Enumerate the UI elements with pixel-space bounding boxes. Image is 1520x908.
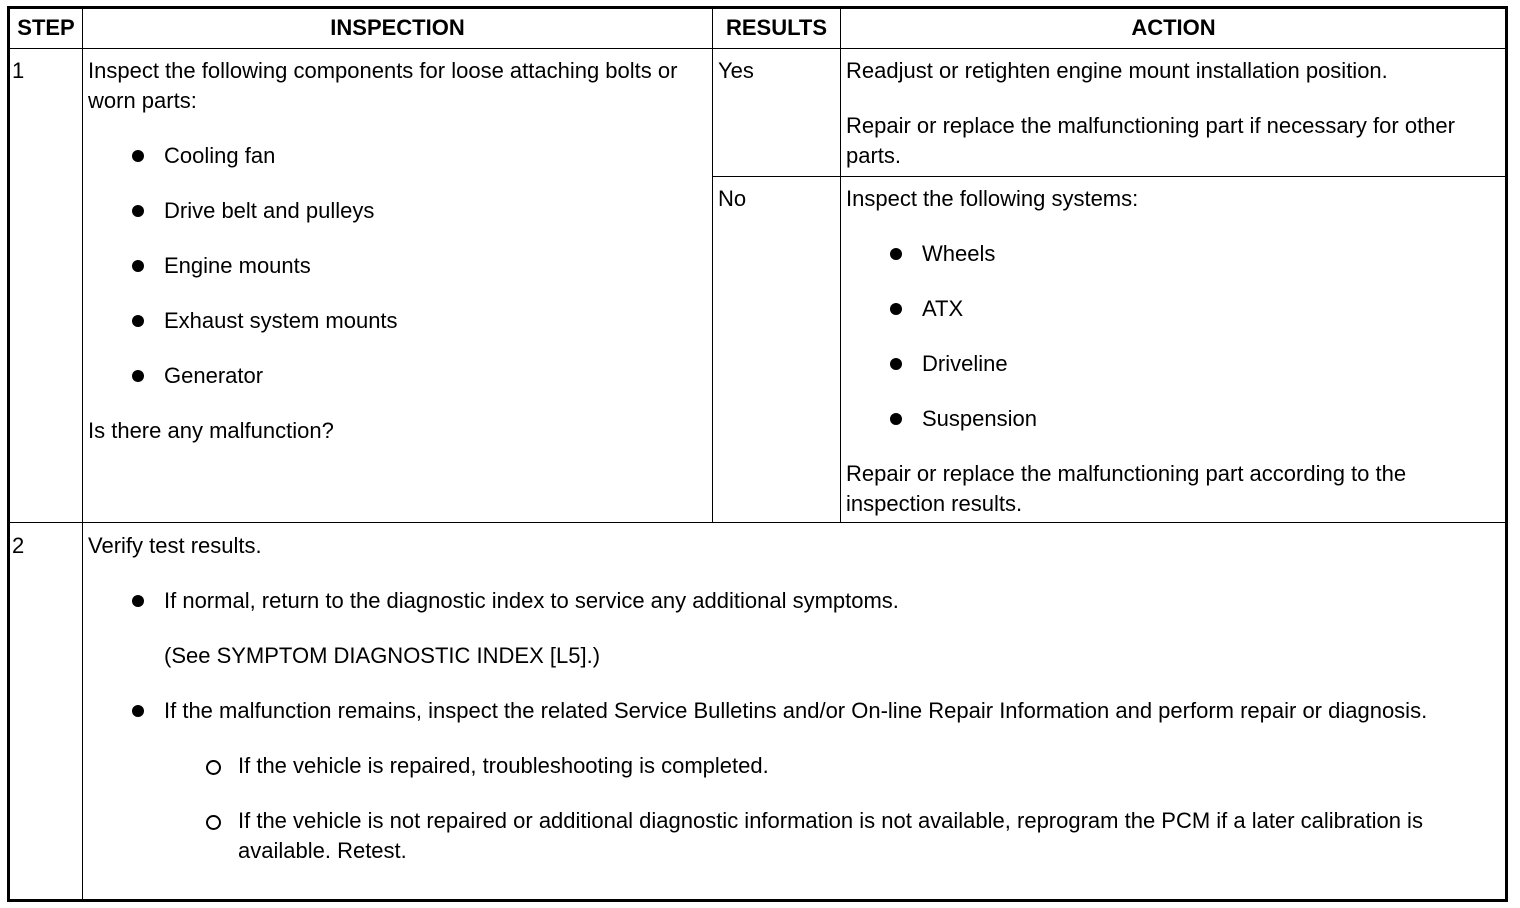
list-item: Suspension <box>846 404 1496 434</box>
list-item: If the malfunction remains, inspect the related Service Bulletins and/or On-line Repair Information and perform repair or diagnosis. <box>88 696 1468 726</box>
action-text: Repair or replace the malfunctioning part according to the inspection results. <box>846 461 1407 516</box>
list-item: Exhaust system mounts <box>88 306 698 336</box>
action-text: Repair or replace the malfunctioning part if necessary for other parts. <box>846 113 1455 168</box>
divider <box>82 8 83 900</box>
inspection-question: Is there any malfunction? <box>88 418 334 443</box>
action-text: Readjust or retighten engine mount installation position. <box>846 58 1388 83</box>
sub-list-item: If the vehicle is not repaired or additional diagnostic information is not available, reprogram the PCM if a later calibration is available. Retest. <box>88 806 1468 866</box>
sub-list-item: If the vehicle is repaired, troubleshooting is completed. <box>88 751 1468 781</box>
list-item: If normal, return to the diagnostic index to service any additional symptoms. <box>88 586 1468 616</box>
header-action: ACTION <box>1131 15 1216 40</box>
step-number: 2 <box>12 533 25 558</box>
divider <box>712 8 713 522</box>
result-no: No <box>718 186 747 211</box>
header-step: STEP <box>17 15 75 40</box>
reference-note: (See SYMPTOM DIAGNOSTIC INDEX [L5].) <box>164 643 601 668</box>
result-yes: Yes <box>718 58 754 83</box>
action-no <box>846 184 1496 519</box>
list-item: Driveline <box>846 349 1496 379</box>
divider <box>9 48 1506 49</box>
inspection-cell <box>88 56 698 471</box>
step-number: 1 <box>12 58 25 83</box>
action-text: Inspect the following systems: <box>846 186 1139 211</box>
list-item: Cooling fan <box>88 141 698 171</box>
inspection-intro: Inspect the following components for loose attaching bolts or worn parts: <box>88 58 678 113</box>
list-item: Wheels <box>846 239 1496 269</box>
step2-intro: Verify test results. <box>88 533 262 558</box>
step2-cell <box>88 531 1468 891</box>
divider <box>712 176 1506 177</box>
header-results: RESULTS <box>725 15 828 40</box>
divider <box>840 8 841 522</box>
action-yes <box>846 56 1496 171</box>
list-item: Generator <box>88 361 698 391</box>
header-inspection: INSPECTION <box>330 15 465 40</box>
list-item: Drive belt and pulleys <box>88 196 698 226</box>
list-item: ATX <box>846 294 1496 324</box>
list-item: Engine mounts <box>88 251 698 281</box>
divider <box>9 522 1506 523</box>
